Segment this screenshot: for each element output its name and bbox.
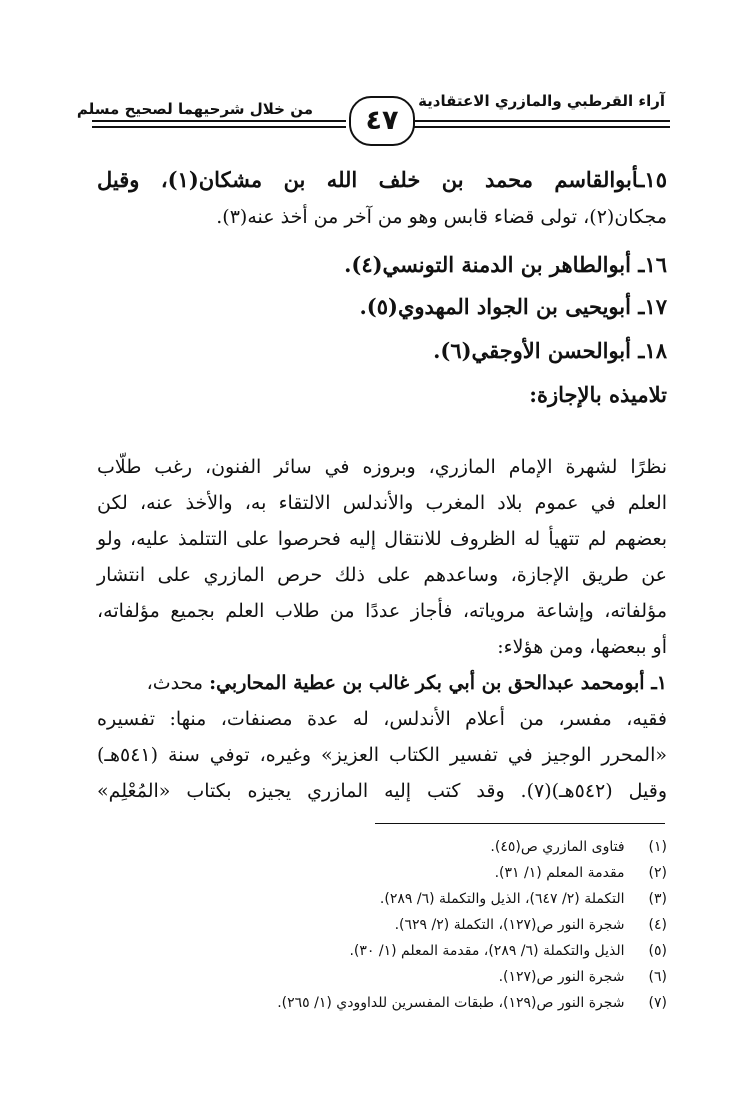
footnote-text: الذيل والتكملة (٦/ ٢٨٩)، مقدمة المعلم (١/ ٣٠). bbox=[349, 943, 625, 959]
item-1-name: ١ـ أبومحمد عبدالحق بن أبي بكر غالب بن عطية المحاربي: bbox=[209, 672, 667, 694]
item-15-line-1: ١٥ـأبوالقاسم محمد بن خلف الله بن مشكان(١)، وقيل bbox=[97, 167, 667, 192]
paragraph-line: العلم في عموم بلاد المغرب والأندلس الالتقاء به، والأخذ عنه، لكن bbox=[97, 492, 667, 514]
footnote bbox=[107, 993, 667, 1013]
item-18: ١٨ـ أبوالحسن الأوجقي(٦). bbox=[433, 338, 667, 363]
footnote-separator bbox=[375, 823, 665, 824]
paragraph-line: بعضهم لم تتهيأ له الظروف للانتقال إليه فحرصوا على التتلمذ عليه، ولو bbox=[97, 528, 667, 550]
item-1-description: محدث، bbox=[146, 672, 204, 694]
footnote-text: فتاوى المازري ص(٤٥). bbox=[490, 839, 625, 855]
header-subtitle: من خلال شرحيهما لصحيح مسلم bbox=[76, 100, 313, 118]
footnote-text: شجرة النور ص(١٢٧). bbox=[498, 969, 625, 985]
footnote-number: (٤) bbox=[648, 917, 667, 933]
page-number: ٤٧ bbox=[349, 96, 415, 146]
footnote-text: شجرة النور ص(١٢٩)، طبقات المفسرين للداوودي (١/ ٢٦٥). bbox=[277, 995, 625, 1011]
header-rule-right-top bbox=[414, 120, 670, 122]
item-1-line: فقيه، مفسر، من أعلام الأندلس، له عدة مصنفات، منها: تفسيره bbox=[97, 708, 667, 730]
paragraph-line: عن طريق الإجازة، وساعدهم على ذلك حرص المازري على انتشار bbox=[97, 564, 667, 586]
item-1-line: «المحرر الوجيز في تفسير الكتاب العزيز» وغيره، توفي سنة (٥٤١هـ) bbox=[97, 744, 667, 766]
item-17: ١٧ـ أبويحيى بن الجواد المهدوي(٥). bbox=[359, 294, 667, 319]
item-1-line-1 bbox=[97, 668, 667, 698]
header-rule-left-bottom bbox=[92, 126, 346, 128]
footnote-number: (١) bbox=[648, 839, 667, 855]
footnote bbox=[107, 915, 667, 935]
item-15-line-2: مجكان(٢)، تولى قضاء قابس وهو من آخر من أخذ عنه(٣). bbox=[216, 206, 667, 228]
footnote-text: شجرة النور ص(١٢٧)، التكملة (٢/ ٦٢٩). bbox=[394, 917, 625, 933]
footnote-number: (٥) bbox=[648, 943, 667, 959]
footnote-number: (٣) bbox=[648, 891, 667, 907]
footnote bbox=[107, 863, 667, 883]
paragraph-line: أو ببعضها، ومن هؤلاء: bbox=[497, 636, 667, 658]
section-heading: تلاميذه بالإجازة: bbox=[529, 382, 667, 407]
header-rule-right-bottom bbox=[414, 126, 670, 128]
paragraph-line: نظرًا لشهرة الإمام المازري، وبروزه في سائر الفنون، رغب طلّاب bbox=[97, 456, 667, 478]
footnote-number: (٧) bbox=[648, 995, 667, 1011]
footnote-text: التكملة (٢/ ٦٤٧)، الذيل والتكملة (٦/ ٢٨٩). bbox=[379, 891, 625, 907]
footnote-text: مقدمة المعلم (١/ ٣١). bbox=[494, 865, 625, 881]
footnote bbox=[107, 967, 667, 987]
header-book-title: آراء القرطبي والمازري الاعتقادية bbox=[418, 92, 665, 110]
item-1-line: وقيل (٥٤٢هـ)(٧). وقد كتب إليه المازري يجيزه بكتاب «المُعْلِم» bbox=[97, 780, 667, 802]
footnote-number: (٦) bbox=[648, 969, 667, 985]
footnote bbox=[107, 941, 667, 961]
footnote-number: (٢) bbox=[648, 865, 667, 881]
header-rule-left-top bbox=[92, 120, 346, 122]
footnote bbox=[107, 837, 667, 857]
footnote bbox=[107, 889, 667, 909]
item-16: ١٦ـ أبوالطاهر بن الدمنة التونسي(٤). bbox=[344, 252, 667, 277]
paragraph-line: مؤلفاته، وإشاعة مروياته، فأجاز عددًا من طلاب العلم بجميع مؤلفاته، bbox=[97, 600, 667, 622]
